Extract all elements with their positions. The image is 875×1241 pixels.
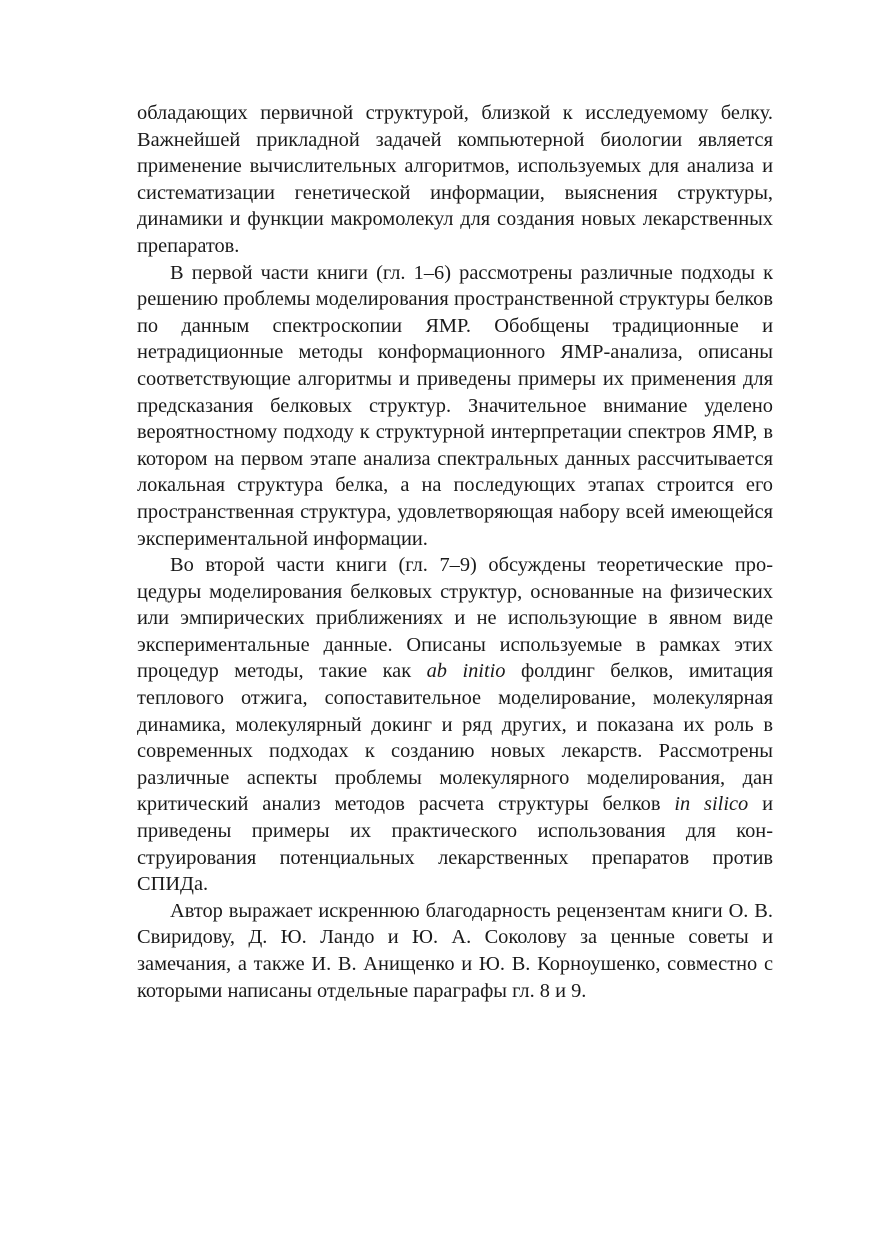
paragraph-part-two-text-b: фолдинг белков, имитация теплового отжига, сопоставительное моделирование, молекулярная динамика, молекулярный докинг и ряд других, и показана их роль в современных подходах к созданию новых лекарств. Рассмотрены различные аспекты проблемы молекулярного моделирования, дан критический анализ методов расчета структуры белков xyxy=(137,660,773,816)
italic-term-ab-initio: ab initio xyxy=(426,660,506,683)
paragraph-part-two-text-a: Во второй части книги (гл. 7–9) обсуждены теоретические процедуры моделирования белковых структур, основанные на физических или эмпирических приближениях и не использующие в явном виде экспериментальные данные. Описаны используемые в рамках этих процедур методы, такие как xyxy=(137,554,773,683)
paragraph-part-two-text-c: и приведены примеры их практического использования для конструирования потенциальных лекарственных препаратов против СПИДа. xyxy=(137,793,774,896)
paragraph-intro: обладающих первичной структурой, близкой к исследуемому белку. Важнейшей прикладной задачей компьютерной биологии является применение вычислительных алгоритмов, используемых для анализа и систематизации генетической информации, выяснения структуры, динамики и функции макромолекул для создания новых лекарственных препаратов. xyxy=(137,102,773,257)
paragraph-acknowledgements: Автор выражает искреннюю благодарность рецензентам книги О. В. Свиридову, Д. Ю. Ландо и Ю. А. Соколову за ценные советы и замечания, а также И. В. Анищенко и Ю. В. Корноушенко, совместно с которыми написаны отдельные параграфы гл. 8 и 9. xyxy=(137,899,773,1002)
paragraph-part-one: В первой части книги (гл. 1–6) рассмотрены различные подходы к решению проблемы моделирования пространственной структуры белков по данным спектроскопии ЯМР. Обобщены традиционные и нетрадиционные методы конформационного ЯМР-анализа, описаны соответствующие алгоритмы и приведены примеры их применения для предсказания белковых структур. Значительное внимание уделено вероятностному подходу к структурной интерпретации спектров ЯМР, в котором на первом этапе анализа спектральных данных рассчитывается локальная структура белка, а на последующих этапах строится его пространственная структура, удовлетворяющая набору всей имеющейся экспериментальной информации. xyxy=(137,261,773,550)
page-body-text xyxy=(137,100,773,1004)
italic-term-in-silico: in silico xyxy=(674,793,749,816)
paragraph-part-two xyxy=(137,552,773,898)
